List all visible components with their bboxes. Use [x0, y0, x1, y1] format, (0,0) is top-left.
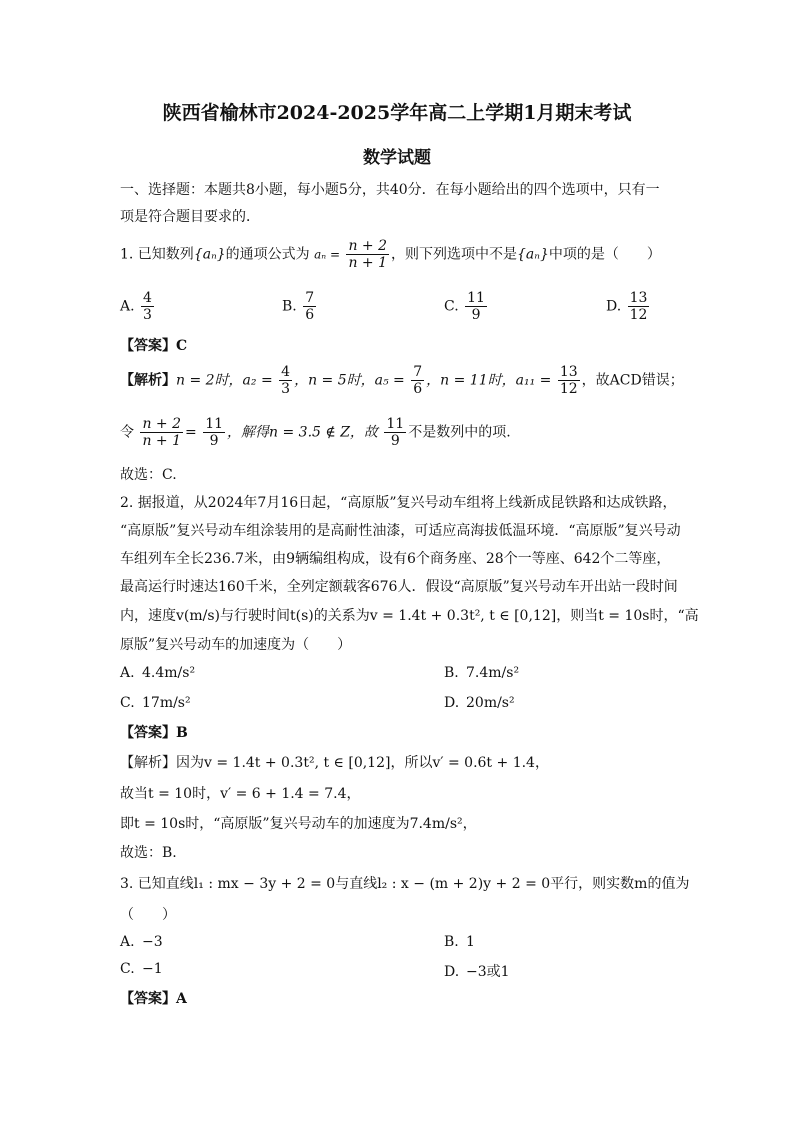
q1-option-b	[282, 290, 318, 323]
analysis-text: ，解得n = 3.5 ∉ Z，故	[227, 424, 378, 441]
analysis-fraction	[558, 364, 580, 397]
q3-option-a	[120, 934, 163, 950]
option-fraction	[141, 290, 154, 323]
analysis-text: 不是数列中的项.	[408, 424, 511, 441]
fraction-den: 12	[629, 307, 648, 324]
q3-line1: 3. 已知直线l₁ : mx − 3y + 2 = 0与直线l₂ : x − (m + 2)y + 2 = 0平行，则实数m的值为	[120, 876, 690, 892]
q3-option-d	[444, 961, 510, 981]
analysis-fraction	[411, 364, 424, 397]
option-label: A.	[120, 298, 135, 315]
analysis-fraction	[384, 416, 406, 449]
fraction-den: 3	[143, 307, 152, 324]
q1-formula-num: n + 2	[348, 238, 388, 254]
option-label: C.	[120, 695, 135, 711]
option-label: D.	[444, 964, 460, 980]
fraction-den: n + 1	[142, 433, 182, 450]
option-text: 20m/s²	[466, 695, 515, 711]
option-label: C.	[120, 961, 135, 977]
q1-formula	[346, 238, 389, 271]
q3-option-b	[444, 934, 475, 950]
option-label: D.	[444, 695, 460, 711]
option-fraction	[465, 290, 487, 323]
q1-seq2: {aₙ}	[517, 246, 549, 263]
section-intro-line1: 一、选择题：本题共8小题，每小题5分，共40分．在每小题给出的四个选项中，只有一	[120, 182, 660, 198]
fraction-num: 7	[305, 290, 315, 306]
q2-option-a	[120, 665, 195, 681]
option-text: 1	[466, 934, 475, 950]
analysis-text: 令	[120, 424, 134, 441]
q1-analysis-line1	[120, 364, 684, 397]
q1-option-a	[120, 290, 156, 323]
q1-formula-lhs: aₙ =	[314, 247, 340, 262]
q3-answer: 【答案】A	[120, 991, 187, 1007]
q2-option-b	[444, 665, 519, 681]
analysis-fraction	[279, 364, 292, 397]
q2-conclusion: 故选：B.	[120, 845, 177, 861]
q3-line2: （ ）	[120, 907, 176, 923]
option-text: 4.4m/s²	[142, 665, 196, 681]
q2-line4: 最高运行时速达160千米，全列定额载客676人．假设“高原版”复兴号动车开出站一段时间	[120, 579, 678, 595]
analysis-text: ，故ACD错误；	[581, 372, 684, 389]
q2-line5: 内，速度v(m/s)与行驶时间t(s)的关系为v = 1.4t + 0.3t², t ∈ [0,12]，则当t = 10s时，“高	[120, 608, 699, 624]
q2-line6: 原版”复兴号动车的加速度为（ ）	[120, 637, 352, 653]
option-label: B.	[444, 934, 459, 950]
q3-option-c	[120, 961, 163, 977]
q1-stem	[120, 238, 661, 271]
analysis-tag: 【解析】	[120, 372, 176, 389]
q1-prefix: 1. 已知数列	[120, 246, 194, 263]
option-label: A.	[120, 934, 135, 950]
option-fraction	[303, 290, 316, 323]
q1-option-c	[444, 290, 489, 323]
fraction-num: 4	[143, 290, 152, 306]
q1-option-d	[606, 290, 651, 323]
option-text: 17m/s²	[142, 695, 191, 711]
q2-line1: 2. 据报道，从2024年7月16日起，“高原版”复兴号动车组将上线新成昆铁路和达成铁路，	[120, 495, 677, 511]
fraction-num: 7	[413, 364, 423, 380]
option-text: −3或1	[466, 964, 510, 980]
analysis-text: ，n = 5时，a₅ =	[294, 372, 405, 389]
option-text: 7.4m/s²	[466, 665, 520, 681]
fraction-den: 6	[305, 307, 315, 324]
q1-end: 中项的是（ ）	[548, 246, 661, 263]
q1-analysis-line2	[120, 416, 511, 449]
q2-analysis-line1: 【解析】因为v = 1.4t + 0.3t², t ∈ [0,12]，所以v′ = 0.6t + 1.4，	[120, 755, 549, 771]
q2-line3: 车组列车全长236.7米，由9辆编组构成，设有6个商务座、28个一等座、642个二等座，	[120, 551, 671, 567]
fraction-num: 11	[386, 416, 405, 432]
fraction-den: 9	[390, 433, 400, 450]
q2-option-c	[120, 695, 191, 711]
fraction-den: 6	[413, 381, 423, 398]
q2-option-d	[444, 695, 515, 711]
q1-mid: 的通项公式为	[225, 246, 310, 263]
fraction-num: 11	[205, 416, 224, 432]
q1-formula-den: n + 1	[348, 255, 388, 272]
option-label: C.	[444, 298, 459, 315]
option-label: B.	[444, 665, 459, 681]
fraction-den: 12	[559, 381, 578, 398]
q1-suffix: ，则下列选项中不是	[391, 246, 518, 263]
analysis-text: n = 2时，a₂ =	[176, 372, 273, 389]
q1-conclusion: 故选：C.	[120, 467, 177, 483]
analysis-text: ，n = 11时，a₁₁ =	[426, 372, 552, 389]
fraction-num: 4	[281, 364, 291, 380]
analysis-fraction	[203, 416, 225, 449]
fraction-num: 13	[559, 364, 578, 380]
analysis-fraction	[140, 416, 183, 449]
option-label: B.	[282, 298, 297, 315]
q2-answer: 【答案】B	[120, 725, 188, 741]
q1-seq: {aₙ}	[193, 246, 226, 263]
q2-line2: “高原版”复兴号动车组涂装用的是高耐性油漆，可适应高海拔低温环境．“高原版”复兴号动	[120, 523, 681, 539]
q2-analysis-line3: 即t = 10s时，“高原版”复兴号动车的加速度为7.4m/s²，	[120, 816, 477, 832]
page-subtitle: 数学试题	[363, 148, 431, 168]
q1-answer: 【答案】C	[120, 338, 188, 354]
fraction-num: 13	[629, 290, 648, 306]
fraction-num: n + 2	[142, 416, 182, 432]
option-text: −3	[142, 934, 163, 950]
fraction-den: 9	[209, 433, 219, 450]
section-intro-line2: 项是符合题目要求的．	[120, 209, 260, 225]
q2-analysis-line2: 故当t = 10时，v′ = 6 + 1.4 = 7.4，	[120, 786, 361, 802]
fraction-den: 3	[281, 381, 291, 398]
analysis-text: =	[185, 424, 197, 441]
option-label: A.	[120, 665, 135, 681]
option-label: D.	[606, 298, 622, 315]
page-title: 陕西省榆林市2024-2025学年高二上学期1月期末考试	[162, 102, 632, 124]
option-fraction	[628, 290, 650, 323]
option-text: −1	[142, 961, 163, 977]
fraction-num: 11	[467, 290, 485, 306]
fraction-den: 9	[471, 307, 481, 324]
